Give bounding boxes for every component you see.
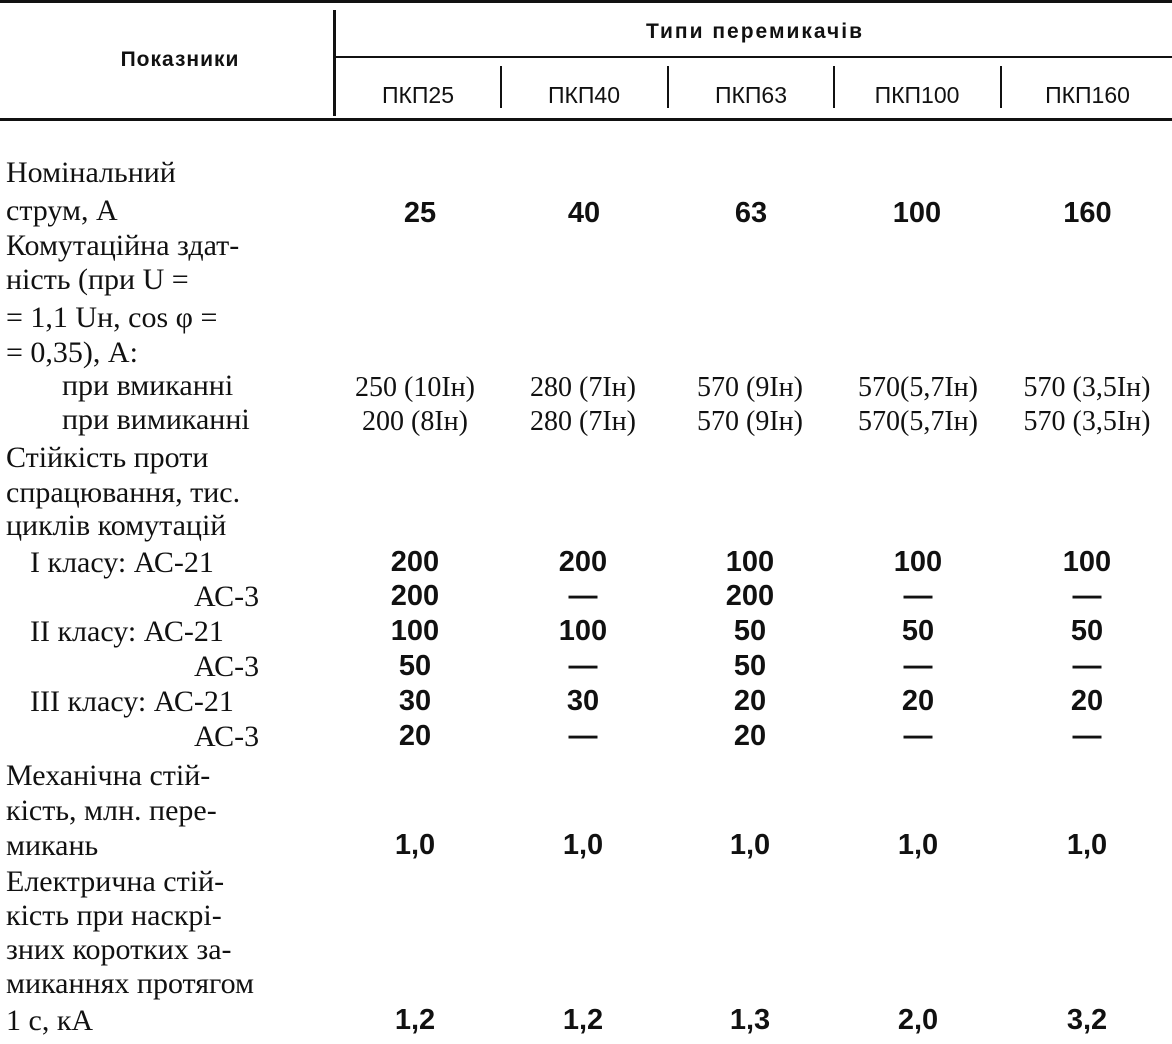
cell: 1,0 <box>897 829 939 861</box>
row-label-line: струм, А <box>6 194 118 227</box>
cell: 280 (7Iн) <box>530 372 636 403</box>
types-underline <box>336 56 1172 58</box>
cell: 100 <box>390 615 440 647</box>
cell: 100 <box>725 546 775 578</box>
cell: 20 <box>733 685 767 717</box>
cell: 2,0 <box>897 1004 939 1036</box>
cell: 1,0 <box>394 829 436 861</box>
cell: 100 <box>892 197 942 229</box>
row-label-line: кість при наскрі- <box>6 899 222 932</box>
row-label-line: кість, млн. пере- <box>6 794 217 827</box>
column-header: ПКП160 <box>1045 82 1130 108</box>
cell: 1,0 <box>562 829 604 861</box>
row-label-line: ність (при U = <box>6 263 189 296</box>
wear-class-label: АС-3 <box>194 720 260 753</box>
col-divider-2 <box>667 66 669 108</box>
header-divider-vertical <box>333 10 336 116</box>
row-label-line: миканнях протягом <box>6 967 255 1000</box>
switch-off-label: при вимиканні <box>62 403 250 436</box>
cell: 20 <box>1070 685 1104 717</box>
cell: 1,2 <box>394 1004 436 1036</box>
column-header: ПКП100 <box>874 82 960 108</box>
cell: 63 <box>734 197 768 229</box>
row-label-line: циклів комутацій <box>6 509 227 542</box>
cell: 570 (9Iн) <box>697 372 803 403</box>
cell: 50 <box>733 650 767 682</box>
cell: — <box>903 580 933 612</box>
cell: 1,3 <box>729 1004 771 1036</box>
cell: 200 <box>558 546 608 578</box>
cell: 200 <box>390 546 440 578</box>
cell: 40 <box>567 197 601 229</box>
cell: 20 <box>398 720 432 752</box>
top-rule <box>0 0 1172 3</box>
cell: 30 <box>566 685 600 717</box>
wear-class-label: I класу: АС-21 <box>30 546 214 579</box>
cell: 1,2 <box>562 1004 604 1036</box>
column-header: ПКП40 <box>547 82 621 108</box>
cell: 50 <box>901 615 935 647</box>
row-label-line: = 1,1 Uн, cos φ = <box>6 301 218 334</box>
header-bottom-rule <box>0 118 1172 121</box>
col-divider-4 <box>1000 66 1002 108</box>
wear-class-label: III класу: АС-21 <box>30 685 234 718</box>
cell: 570(5,7Iн) <box>858 372 978 403</box>
cell: 100 <box>558 615 608 647</box>
cell: 20 <box>901 685 935 717</box>
column-header: ПКП25 <box>381 82 455 108</box>
row-label-line: = 0,35), А: <box>6 336 138 369</box>
cell: 570 (3,5Iн) <box>1023 372 1151 403</box>
row-label-line: микань <box>6 829 99 862</box>
row-label-line: Електрична стій- <box>6 865 225 898</box>
wear-class-label: АС-3 <box>194 580 260 613</box>
cell: 50 <box>733 615 767 647</box>
cell: 250 (10Iн) <box>355 372 475 403</box>
cell: — <box>903 650 933 682</box>
cell: — <box>568 720 598 752</box>
row-label-line: Комутаційна здат- <box>6 229 240 262</box>
col-divider-3 <box>833 66 835 108</box>
cell: 570 (9Iн) <box>697 406 803 437</box>
row-label-line: 1 с, кА <box>6 1004 94 1037</box>
cell: 160 <box>1063 197 1112 229</box>
cell: 200 <box>725 580 775 612</box>
switch-on-label: при вмиканні <box>62 369 234 402</box>
cell: 200 (8Iн) <box>362 406 468 437</box>
cell: 100 <box>1062 546 1112 578</box>
cell: 50 <box>398 650 432 682</box>
cell: 50 <box>1070 615 1104 647</box>
cell: — <box>1072 580 1102 612</box>
cell: 280 (7Iн) <box>530 406 636 437</box>
cell: — <box>1072 720 1102 752</box>
cell: 100 <box>893 546 943 578</box>
cell: 570(5,7Iн) <box>858 406 978 437</box>
wear-class-label: АС-3 <box>194 650 260 683</box>
row-label-line: Механічна стій- <box>6 759 211 792</box>
cell: 20 <box>733 720 767 752</box>
header-indicators: Показники <box>120 48 240 71</box>
column-header: ПКП63 <box>714 82 788 108</box>
cell: — <box>568 650 598 682</box>
row-label-line: зних коротких за- <box>6 933 232 966</box>
cell: 25 <box>403 197 437 229</box>
cell: — <box>903 720 933 752</box>
cell: 200 <box>390 580 440 612</box>
cell: — <box>568 580 598 612</box>
cell: 3,2 <box>1066 1004 1108 1036</box>
col-divider-1 <box>500 66 502 108</box>
wear-class-label: II класу: АС-21 <box>30 615 224 648</box>
cell: 570 (3,5Iн) <box>1023 406 1151 437</box>
row-label-line: спрацювання, тис. <box>6 476 241 509</box>
row-label-line: Стійкість проти <box>6 441 209 474</box>
cell: 30 <box>398 685 432 717</box>
cell: 1,0 <box>1066 829 1108 861</box>
cell: 1,0 <box>729 829 771 861</box>
cell: — <box>1072 650 1102 682</box>
header-switch-types: Типи перемикачів <box>645 20 864 43</box>
row-label-line: Номінальний <box>6 156 176 189</box>
